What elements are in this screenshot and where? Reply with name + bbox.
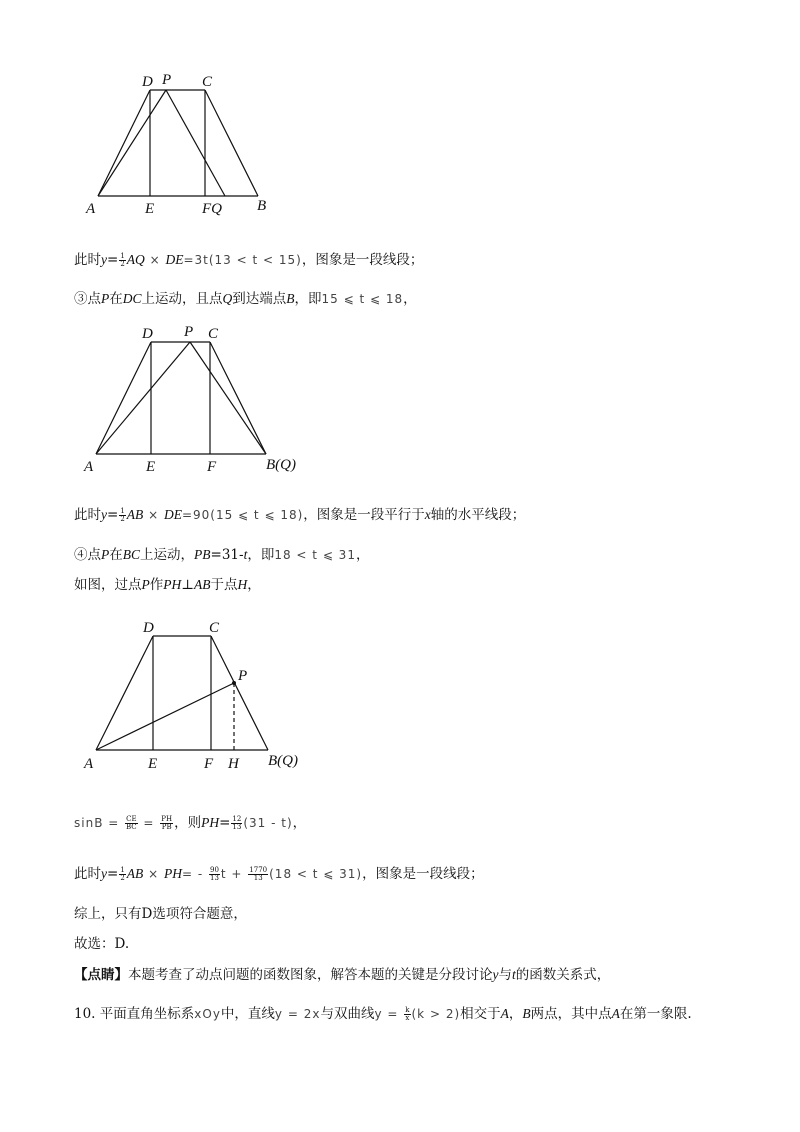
label-a: A	[84, 459, 94, 475]
label-c: C	[208, 326, 219, 342]
label-f: F	[207, 459, 217, 475]
figure-3-trapezoid	[80, 612, 320, 772]
text-line-1: 此时y= $\frac{1}{2}$ AQ × DE=3t(13 < t < 15)，图象是一段线段；	[74, 252, 424, 268]
label-e: E	[146, 459, 156, 475]
label-p: P	[238, 668, 248, 684]
text-line-10-remark: 【点睛】本题考查了动点问题的函数图象，解答本题的关键是分段讨论y与t的函数关系式，	[74, 967, 611, 983]
label-p: P	[184, 324, 194, 340]
text-line-9: 故选：D.	[74, 936, 130, 952]
text-line-2: ③点P在DC上运动，且点Q到达端点B，即15 ⩽ t ⩽ 18，	[74, 291, 417, 307]
label-f: F	[204, 756, 214, 772]
text-line-6: sinB = $\frac{CE}{BC}$ = $\frac{PH}{PB}$ ，则PH= $\frac{12}{13}$ (31 - t)，	[74, 815, 307, 831]
label-d: D	[143, 620, 154, 636]
label-bq: B(Q)	[266, 457, 296, 473]
label-bq: B(Q)	[268, 753, 298, 769]
label-a: A	[86, 201, 96, 217]
label-p: P	[162, 72, 172, 88]
text-line-5: 如图，过点P作PH⊥AB于点H，	[74, 577, 261, 593]
text-line-7: 此时y= $\frac{1}{2}$ AB × PH= - $\frac{90}{13}$ t + $\frac{1770}{13}$ (18 < t ⩽ 31)，图象是一段线段；	[74, 866, 484, 882]
text-line-3: 此时y= $\frac{1}{2}$ AB × DE=90(15 ⩽ t ⩽ 18)，图象是一段平行于x轴的水平线段；	[74, 507, 526, 523]
label-e: E	[148, 756, 158, 772]
label-e: E	[145, 201, 155, 217]
figure-1-trapezoid	[80, 70, 290, 220]
text-line-4: ④点P在BC上运动，PB=31-t，即18 < t ⩽ 31，	[74, 547, 370, 563]
label-a: A	[84, 756, 94, 772]
question-10: 10. 平面直角坐标系xOy中，直线y = 2x与双曲线y = $\frac{k}{x}$ (k > 2)相交于A，B两点，其中点A在第一象限.	[74, 1006, 692, 1022]
figure-2-trapezoid	[80, 320, 320, 475]
label-d: D	[142, 74, 153, 90]
label-d: D	[142, 326, 153, 342]
label-c: C	[202, 74, 213, 90]
label-c: C	[209, 620, 220, 636]
text-line-8: 综上，只有D选项符合题意，	[74, 906, 247, 922]
label-b: B	[257, 198, 267, 214]
label-fq: FQ	[202, 201, 222, 217]
label-h: H	[228, 756, 239, 772]
